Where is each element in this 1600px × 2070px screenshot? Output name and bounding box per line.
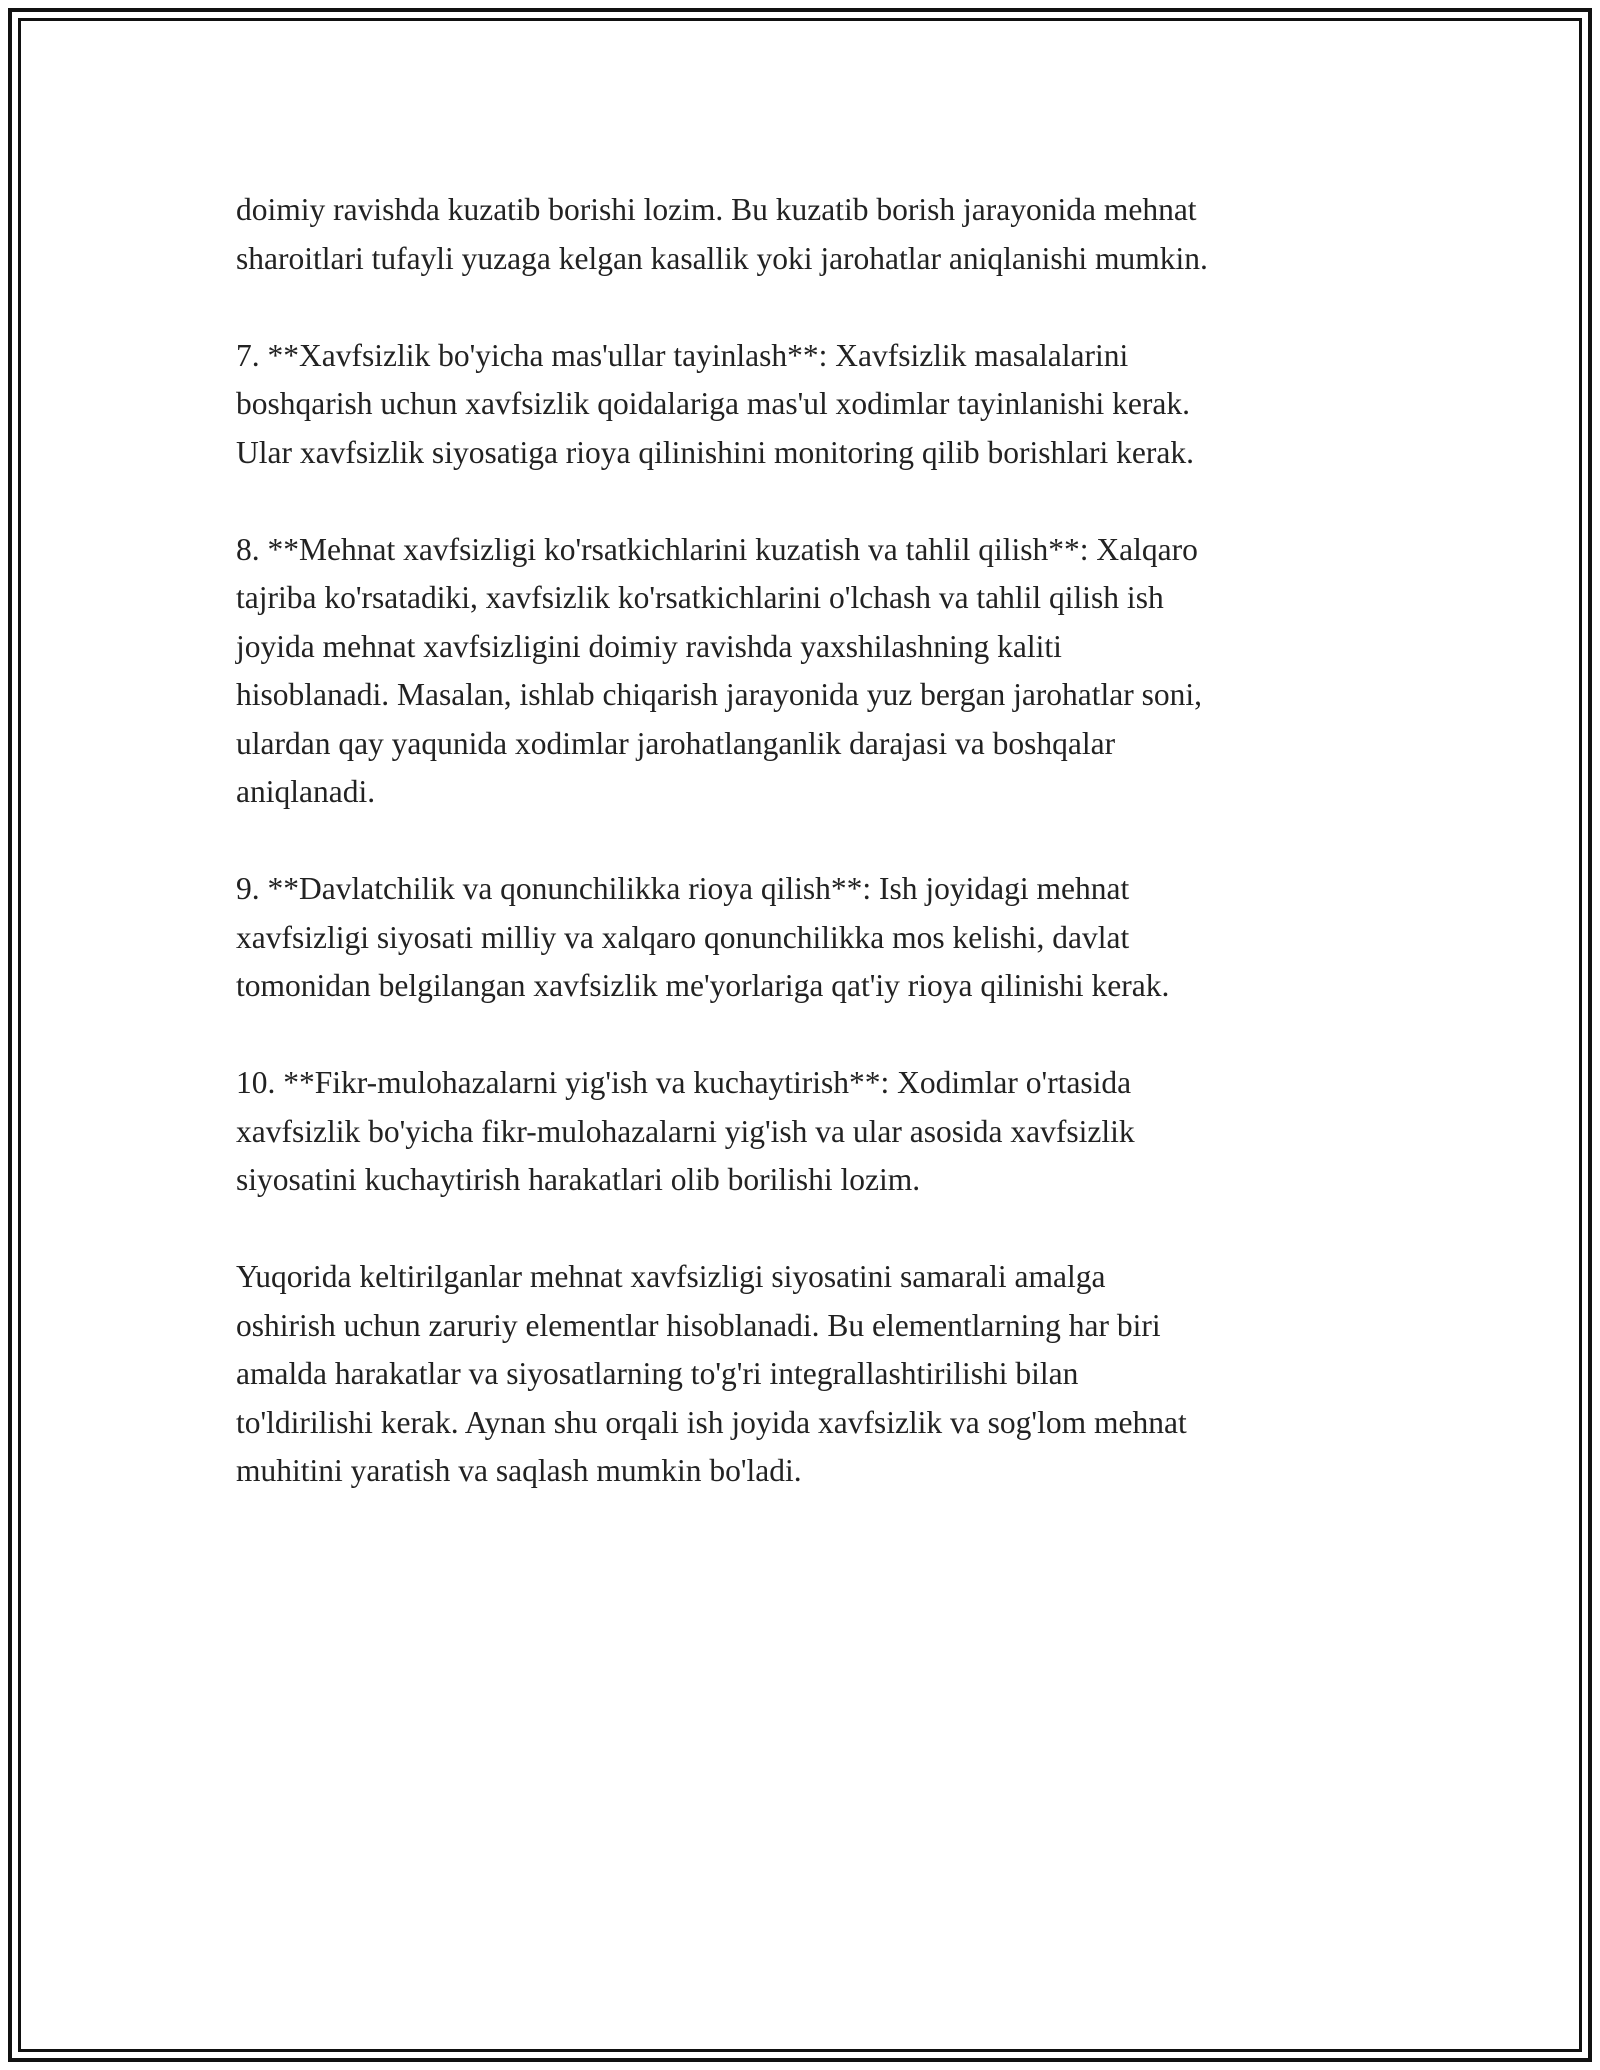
text-line: sharoitlari tufayli yuzaga kelgan kasallik yoki jarohatlar aniqlanishi mumkin. (236, 240, 1208, 276)
paragraph (236, 1253, 1396, 1496)
text-line: tomonidan belgilangan xavfsizlik me'yorlariga qat'iy rioya qilinishi kerak. (236, 968, 1170, 1003)
text-line: to'ldirilishi kerak. Aynan shu orqali ish joyida xavfsizlik va sog'lom mehnat (236, 1404, 1187, 1440)
text-line: 9. **Davlatchilik va qonunchilikka rioya qilish**: Ish joyidagi mehnat (236, 871, 1130, 906)
text-line: 7. **Xavfsizlik bo'yicha mas'ullar tayinlash**: Xavfsizlik masalalarini (236, 337, 1129, 373)
text-line: xavfsizlik bo'yicha fikr-mulohazalarni yig'ish va ular asosida xavfsizlik (236, 1113, 1135, 1149)
document-body (236, 186, 1396, 1544)
text-line: ulardan qay yaqunida xodimlar jarohatlanganlik darajasi va boshqalar (236, 725, 1116, 761)
paragraph (236, 332, 1396, 478)
text-line: xavfsizligi siyosati milliy va xalqaro qonunchilikka mos kelishi, davlat (236, 919, 1130, 955)
text-line: 10. **Fikr-mulohazalarni yig'ish va kuchaytirish**: Xodimlar o'rtasida (236, 1065, 1132, 1100)
text-line: joyida mehnat xavfsizligini doimiy ravishda yaxshilashning kaliti (236, 628, 1062, 664)
paragraph (236, 865, 1396, 1011)
text-line: doimiy ravishda kuzatib borishi lozim. Bu kuzatib borish jarayonida mehnat (236, 192, 1197, 227)
text-line: aniqlanadi. (236, 774, 376, 809)
text-line: muhitini yaratish va saqlash mumkin bo'ladi. (236, 1453, 802, 1488)
text-line: 8. **Mehnat xavfsizligi ko'rsatkichlarini kuzatish va tahlil qilish**: Xalqaro (236, 531, 1198, 567)
text-line: amalda harakatlar va siyosatlarning to'g'ri integrallashtirilishi bilan (236, 1356, 1079, 1391)
text-line: boshqarish uchun xavfsizlik qoidalariga mas'ul xodimlar tayinlanishi kerak. (236, 386, 1190, 421)
text-line: Ular xavfsizlik siyosatiga rioya qilinishini monitoring qilib borishlari kerak. (236, 434, 1194, 470)
paragraph (236, 1059, 1396, 1205)
text-line: tajriba ko'rsatadiki, xavfsizlik ko'rsatkichlarini o'lchash va tahlil qilish ish (236, 580, 1164, 615)
text-line: Yuqorida keltirilganlar mehnat xavfsizligi siyosatini samarali amalga (236, 1259, 1106, 1294)
text-line: oshirish uchun zaruriy elementlar hisoblanadi. Bu elementlarning har biri (236, 1307, 1161, 1343)
text-line: hisoblanadi. Masalan, ishlab chiqarish jarayonida yuz bergan jarohatlar soni, (236, 677, 1203, 712)
text-line: siyosatini kuchaytirish harakatlari olib borilishi lozim. (236, 1162, 921, 1197)
paragraph (236, 526, 1396, 817)
paragraph (236, 186, 1396, 283)
